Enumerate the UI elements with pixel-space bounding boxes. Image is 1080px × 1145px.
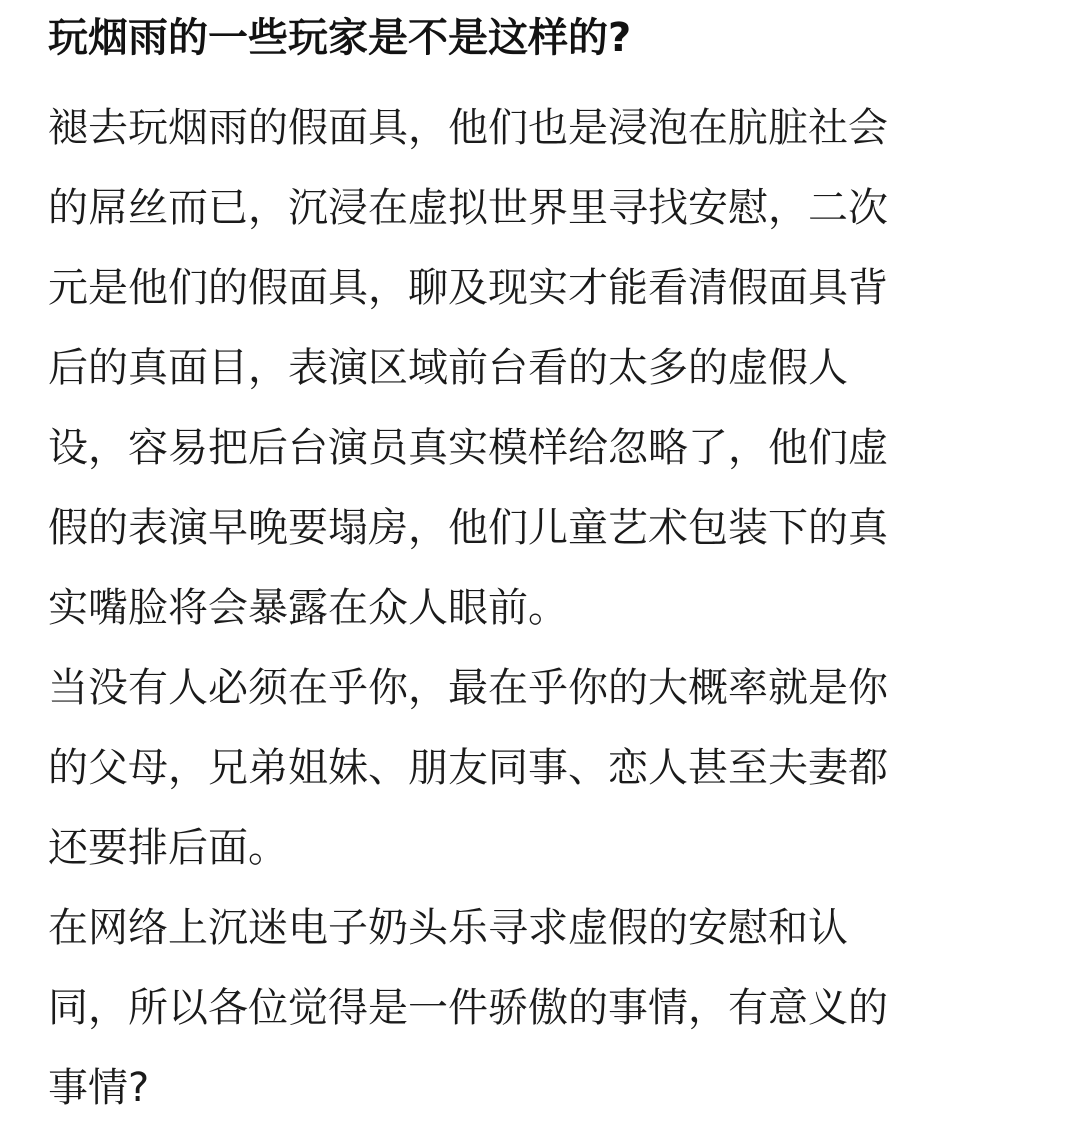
post-paragraph-2: 当没有人必须在乎你，最在乎你的大概率就是你 的父母，兄弟姐妹、朋友同事、恋人甚至夫妻都 还要排后面。 bbox=[48, 665, 888, 871]
post-article bbox=[48, 8, 1008, 1128]
post-body bbox=[48, 88, 1008, 1128]
post-paragraph-3: 在网络上沉迷电子奶头乐寻求虚假的安慰和认 同，所以各位觉得是一件骄傲的事情，有意义的 事情? bbox=[48, 905, 888, 1111]
post-paragraph-1: 褪去玩烟雨的假面具，他们也是浸泡在肮脏社会 的屌丝而已，沉浸在虚拟世界里寻找安慰，二次 元是他们的假面具，聊及现实才能看清假面具背 后的真面目，表演区域前台看的太多的虚假人 设，容易把后台演员真实模样给忽略了，他们虚 假的表演早晚要塌房，他们儿童艺术包装下的真 实嘴脸将会暴露在众人眼前。 bbox=[48, 105, 888, 631]
post-title: 玩烟雨的一些玩家是不是这样的? bbox=[48, 15, 632, 61]
